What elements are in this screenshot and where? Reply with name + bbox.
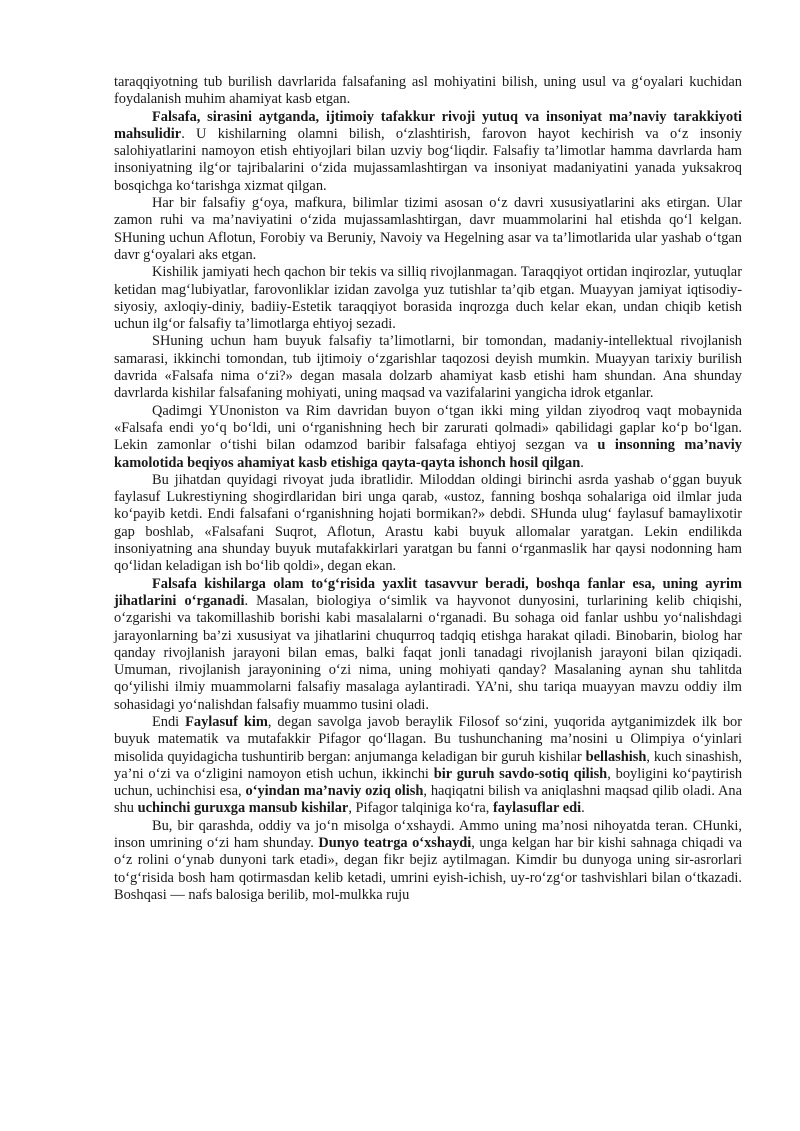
text-run: , Pifagor talqiniga ko‘ra, — [348, 800, 493, 817]
bold-run: Faylasuf kim — [185, 713, 268, 730]
text-run: Bu jihatdan quyidagi rivoyat juda ibratlidir. Miloddan oldingi birinchi asrda yashab o‘ggan buyuk faylasuf Lukrestiyning shogirdlaridan biri unga qarab, «ustoz, fanning boshqa sohalariga oid ilmlar juda ko‘payib ketdi. Endi falsafani o‘rganishning hojati bormikan?» debdi. SHunda ulug‘ faylasuf bamaylixotir gap boshlab, «Falsafani Suqrot, Aflotun, Arastu kabi buyuk allomalar yaratgan. Lekin endilikda insoniyatning ana shunday buyuk mutafakkirlari yaratgan bu fanni o‘rganmaslik har qaysi nodonning ham qo‘lidan keladigan ish bo‘lib qoldi», degan ekan. — [114, 471, 742, 575]
paragraph-1 — [114, 74, 742, 109]
text-run: . — [581, 800, 585, 817]
text-run: . Masalan, biologiya o‘simlik va hayvonot dunyosini, turlarining kelib chiqishi, o‘zgarishi va takomillashib borishi kabi masalalarni o‘rganadi. Bu sohaga oid fanlar ushbu yo‘nalishdagi jarayonlarning ba’zi xususiyat va jihatlarini chuqurroq tadqiq etishga harakat qiladi. Binobarin, biolog har qanday rivojlanish jarayoni bilan emas, balki faqat jonli tanadagi rivojlanish jarayoni bilan qiziqadi. Umuman, rivojlanish jarayonining o‘zi nima, uning mohiyati qanday? Masalaning aynan shu tahlitda qo‘yilishi ilmiy muammolarni falsafiy masalaga aylantiradi. YA’ni, shu tariqa muayyan mavzu oddiy ilm sohasidagi yo‘nalishdan falsafiy muammo tusini oladi. — [114, 592, 742, 713]
bold-run: bellashish — [585, 748, 647, 765]
paragraph-4 — [114, 264, 742, 333]
bold-run: uchinchi guruxga mansub kishilar — [137, 800, 349, 817]
text-run: , boyligini ko‘paytirish uchun, uchinchisi esa, — [114, 765, 743, 800]
text-run: . — [580, 454, 584, 471]
paragraph-2 — [114, 109, 742, 195]
paragraph-6 — [114, 403, 742, 472]
paragraph-7 — [114, 472, 742, 576]
text-run: , unga kelgan har bir kishi sahnaga chiqadi va o‘z rolini o‘ynab dunyoni tark etadi», degan fikr bejiz aytilmagan. Kimdir bu dunyoga uning sir-asrorlari to‘g‘risida bosh ham qotirmasdan kelib ketadi, umrini eyish-ichish, uy-ro‘zg‘or tashvishlari bilan o‘tkazadi. Boshqasi — nafs balosiga berilib, mol-mulkka ruju — [114, 835, 742, 903]
paragraph-9 — [114, 714, 742, 818]
text-run: taraqqiyotning tub burilish davrlarida falsafaning asl mohiyatini bilish, uning usul va g‘oyalari kuchidan foydalanish muhim ahamiyat kasb etgan. — [114, 74, 742, 108]
paragraph-10 — [114, 818, 742, 904]
document-page — [114, 74, 742, 904]
text-run: Endi — [152, 713, 186, 730]
bold-run: faylasuflar edi — [493, 800, 582, 817]
bold-run: bir guruh savdo-sotiq qilish — [433, 765, 608, 782]
bold-run: o‘yindan ma’naviy oziq olish — [245, 783, 424, 800]
text-run: , degan savolga javob beraylik Filosof so‘zini, yuqorida aytganimizdek ilk bor buyuk matematik va mutafakkir Pifagor qo‘llagan. Bu tushunchaning ma’nosini u Olimpiya o‘yinlari misolida quyidagicha tushuntirib bergan: anjumanga keladigan bir guruh kishilar — [114, 713, 743, 765]
text-run: Bu, bir qarashda, oddiy va jo‘n misolga o‘xshaydi. Ammo uning ma’nosi nihoyatda teran. CHunki, inson umrining o‘zi ham shunday. — [114, 817, 742, 852]
paragraph-3 — [114, 195, 742, 264]
text-run: . U kishilarning olamni bilish, o‘zlashtirish, farovon hayot kechirish va o‘z insoniy salohiyatlarini namoyon etish ehtiyojlari bilan uzviy bog‘liqdir. Falsafiy ta’limotlar hamma davrlarda ham insoniyatning ilg‘or tajribalarini o‘zida mujassamlashtirgan va insoniyat madaniyatini yanada yuksakroq bosqichga ko‘tarishga xizmat qilgan. — [114, 125, 742, 194]
text-run: , kuch sinashish, ya’ni o‘zi va o‘zligini namoyon etish uchun, ikkinchi — [114, 748, 743, 782]
bold-run: u insonning ma’naviy kamolotida beqiyos ahamiyat kasb etishiga qayta-qayta ishonch hosil qilgan — [114, 437, 742, 471]
text-run: Qadimgi YUnoniston va Rim davridan buyon o‘tgan ikki ming yildan ziyodroq vaqt mobaynida «Falsafa endi yo‘q bo‘ldi, uni o‘rganishning hech bir zarurati qolmadi» qabilidagi gaplar ko‘p bo‘lgan. Lekin zamonlar o‘tishi bilan odamzod baribir falsafaga ehtiyoj sezgan va — [114, 402, 742, 454]
paragraph-8 — [114, 576, 742, 714]
paragraph-5 — [114, 333, 742, 402]
text-run: , haqiqatni bilish va aniqlashni maqsad qilib oladi. Ana shu — [114, 783, 742, 817]
text-run: Kishilik jamiyati hech qachon bir tekis va silliq rivojlanmagan. Taraqqiyot ortidan inqirozlar, yutuqlar ketidan mag‘lubiyatlar, farovonliklar izidan zavolga yuz tutishlar ta’qib etgan. Muayyan jamiyat iqtisodiy-siyosiy, axloqiy-diniy, badiiy-Estetik taraqqiyot borasida inqrozga duch kelar ekan, undan chiqib ketish uchun ilg‘or falsafiy ta’limotlarga ehtiyoj sezadi. — [114, 264, 742, 333]
bold-run: Falsafa kishilarga olam to‘g‘risida yaxlit tasavvur beradi, boshqa fanlar esa, uning ayrim jihatlarini o‘rganadi — [114, 575, 742, 609]
text-run: SHuning uchun ham buyuk falsafiy ta’limotlarni, bir tomondan, madaniy-intellektual rivojlanish samarasi, ikkinchi tomondan, tub ijtimoiy o‘zgarishlar taqozosi deyish mumkin. Muayyan tarixiy burilish davrida «Falsafa nima o‘zi?» degan masala dolzarb ahamiyat kasb etishi ham shundan. Ana shunday davrlarda kishilar falsafaning mohiyati, uning maqsad va vazifalarini yangicha idrok etganlar. — [114, 333, 742, 402]
bold-run: Falsafa, sirasini aytganda, ijtimoiy tafakkur rivoji yutuq va insoniyat ma’naviy tarakkiyoti mahsulidir — [114, 108, 742, 142]
bold-run: Dunyo teatrga o‘xshaydi — [318, 835, 472, 852]
text-run: Har bir falsafiy g‘oya, mafkura, bilimlar tizimi asosan o‘z davri xususiyatlarini aks etirgan. Ular zamon ruhi va ma’naviyatini o‘zida mujassamlashtirgan, davr muammolarini hal etishda qo‘l kelgan. SHuning uchun Aflotun, Forobiy va Beruniy, Navoiy va Hegelning asar va ta’limotlarida ular yashab o‘tgan davr g‘oyalari aks etgan. — [114, 195, 742, 263]
